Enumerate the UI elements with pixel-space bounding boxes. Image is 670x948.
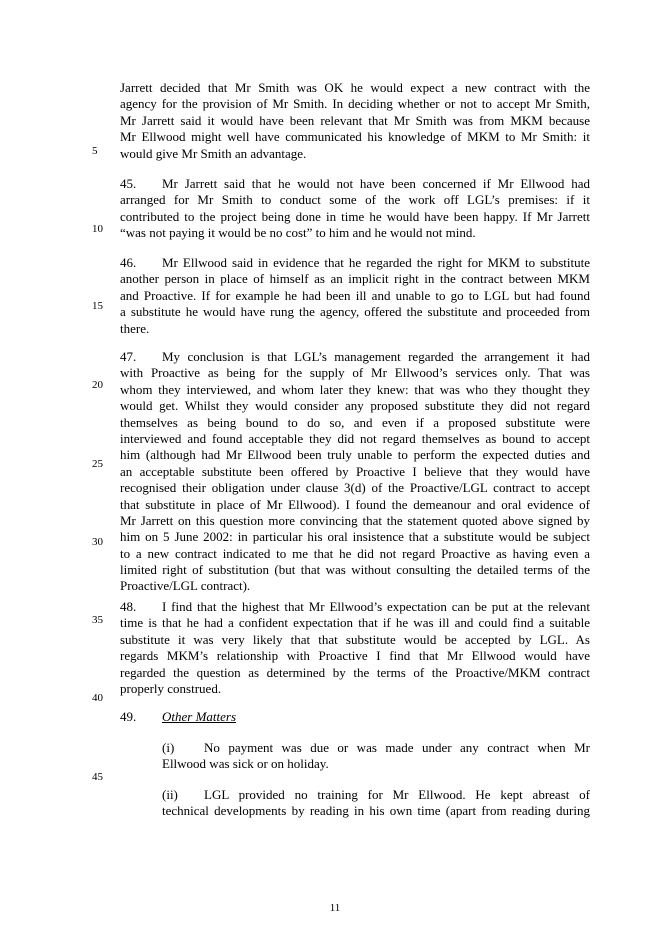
text-line: contributed to the project being done in time he would have been happy. If Mr Jarrett xyxy=(120,208,590,224)
text-line: him on 5 June 2002: in particular his oral insistence that a substitute would be subject xyxy=(120,529,590,545)
paragraph-48 xyxy=(120,599,590,697)
list-item-i xyxy=(162,740,590,773)
text-line: recognised their obligation under clause 3(d) of the Proactive/LGL contract to accept xyxy=(120,480,590,496)
text-line: regards MKM’s relationship with Proactive I find that Mr Ellwood would have xyxy=(120,648,590,664)
text-line: a substitute he would have rung the agency, offered the substitute and proceeded from xyxy=(120,304,590,320)
text-line: themselves as being bound to do so, and even if a proposed substitute were xyxy=(120,414,590,430)
paragraph-45 xyxy=(120,176,590,242)
item-number: (ii) xyxy=(162,787,178,802)
text-line: My conclusion is that LGL’s management regarded the arrangement it had xyxy=(162,349,590,364)
text-line: No payment was due or was made under any contract when Mr xyxy=(204,740,590,755)
paragraph-number: 48. xyxy=(120,599,137,614)
paragraph-continuation xyxy=(120,80,590,162)
text-line: I find that the highest that Mr Ellwood’s expectation can be put at the relevant xyxy=(162,599,590,614)
text-line: agency for the provision of Mr Smith. In deciding whether or not to accept Mr Smith, xyxy=(120,96,590,112)
text-line: substitute it was very likely that that substitute would be accepted by LGL. As xyxy=(120,631,590,647)
text-line: would get. Whilst they would consider any proposed substitute they did not regard xyxy=(120,398,590,414)
text-line: Ellwood was sick or on holiday. xyxy=(162,756,329,772)
text-line: to a new contract indicated to me that he did not regard Proactive as having even a xyxy=(120,545,590,561)
text-line: Proactive/LGL contract). xyxy=(120,578,251,594)
line-number: 30 xyxy=(92,536,103,548)
list-item-ii xyxy=(162,787,590,820)
text-line: whom they interviewed, and whom later they knew: that was who they thought they xyxy=(120,381,590,397)
paragraph-number: 46. xyxy=(120,255,137,270)
text-line: Mr Ellwood said in evidence that he regarded the right for MKM to substitute xyxy=(162,255,590,270)
line-number: 45 xyxy=(92,771,103,783)
line-number: 5 xyxy=(92,145,98,157)
section-heading: Other Matters xyxy=(162,709,237,724)
text-line: Mr Ellwood might well have communicated his knowledge of MKM to Mr Smith: it xyxy=(120,129,590,145)
item-number: (i) xyxy=(162,740,175,755)
text-line: arranged for Mr Smith to conduct some of the work off LGL’s premises: if it xyxy=(120,192,590,208)
text-line: there. xyxy=(120,320,150,336)
paragraph-47 xyxy=(120,349,590,595)
text-line: properly construed. xyxy=(120,680,222,696)
text-line: limited right of substitution (but that was without consulting the detailed terms of the xyxy=(120,562,590,578)
text-line: regarded the question as determined by the terms of the Proactive/MKM contract xyxy=(120,664,590,680)
text-line: with Proactive as being for the supply of Mr Ellwood’s services only. That was xyxy=(120,365,590,381)
paragraph-number: 49. xyxy=(120,709,137,724)
line-number: 20 xyxy=(92,379,103,391)
paragraph-number: 45. xyxy=(120,176,137,191)
text-line: Mr Jarrett said it would have been relevant that Mr Smith was from MKM because xyxy=(120,112,590,128)
paragraph-46 xyxy=(120,255,590,337)
text-line: Mr Jarrett said that he would not have been concerned if Mr Ellwood had xyxy=(162,176,590,191)
text-line: that substitute in place of Mr Ellwood). I found the demeanour and oral evidence of xyxy=(120,496,590,512)
text-line: and Proactive. If for example he had been ill and unable to go to LGL but had found xyxy=(120,287,590,303)
text-line: another person in place of himself as an implicit right in the contract between MKM xyxy=(120,271,590,287)
line-number: 15 xyxy=(92,300,103,312)
text-line: would give Mr Smith an advantage. xyxy=(120,145,307,161)
text-line: an acceptable substitute been offered by Proactive I believe that they would have xyxy=(120,463,590,479)
page-number: 11 xyxy=(329,902,341,914)
text-line: time is that he had a confident expectation that if he was ill and could find a suitable xyxy=(120,615,590,631)
text-line: him (although had Mr Ellwood been truly unable to perform the expected duties and xyxy=(120,447,590,463)
line-number: 25 xyxy=(92,458,103,470)
text-line: Jarrett decided that Mr Smith was OK he would expect a new contract with the xyxy=(120,80,590,95)
line-number: 40 xyxy=(92,692,103,704)
text-line: “was not paying it would be no cost” to him and he would not mind. xyxy=(120,225,476,241)
text-line: Mr Jarrett on this question more convincing that the statement quoted above signed by xyxy=(120,512,590,528)
paragraph-49 xyxy=(120,709,590,725)
text-line: interviewed and found acceptable they did not regard themselves as bound to accept xyxy=(120,430,590,446)
paragraph-number: 47. xyxy=(120,349,137,364)
line-number: 10 xyxy=(92,223,103,235)
text-line: LGL provided no training for Mr Ellwood. He kept abreast of xyxy=(204,787,590,802)
line-number: 35 xyxy=(92,614,103,626)
text-line: technical developments by reading in his own time (apart from reading during xyxy=(162,803,590,819)
